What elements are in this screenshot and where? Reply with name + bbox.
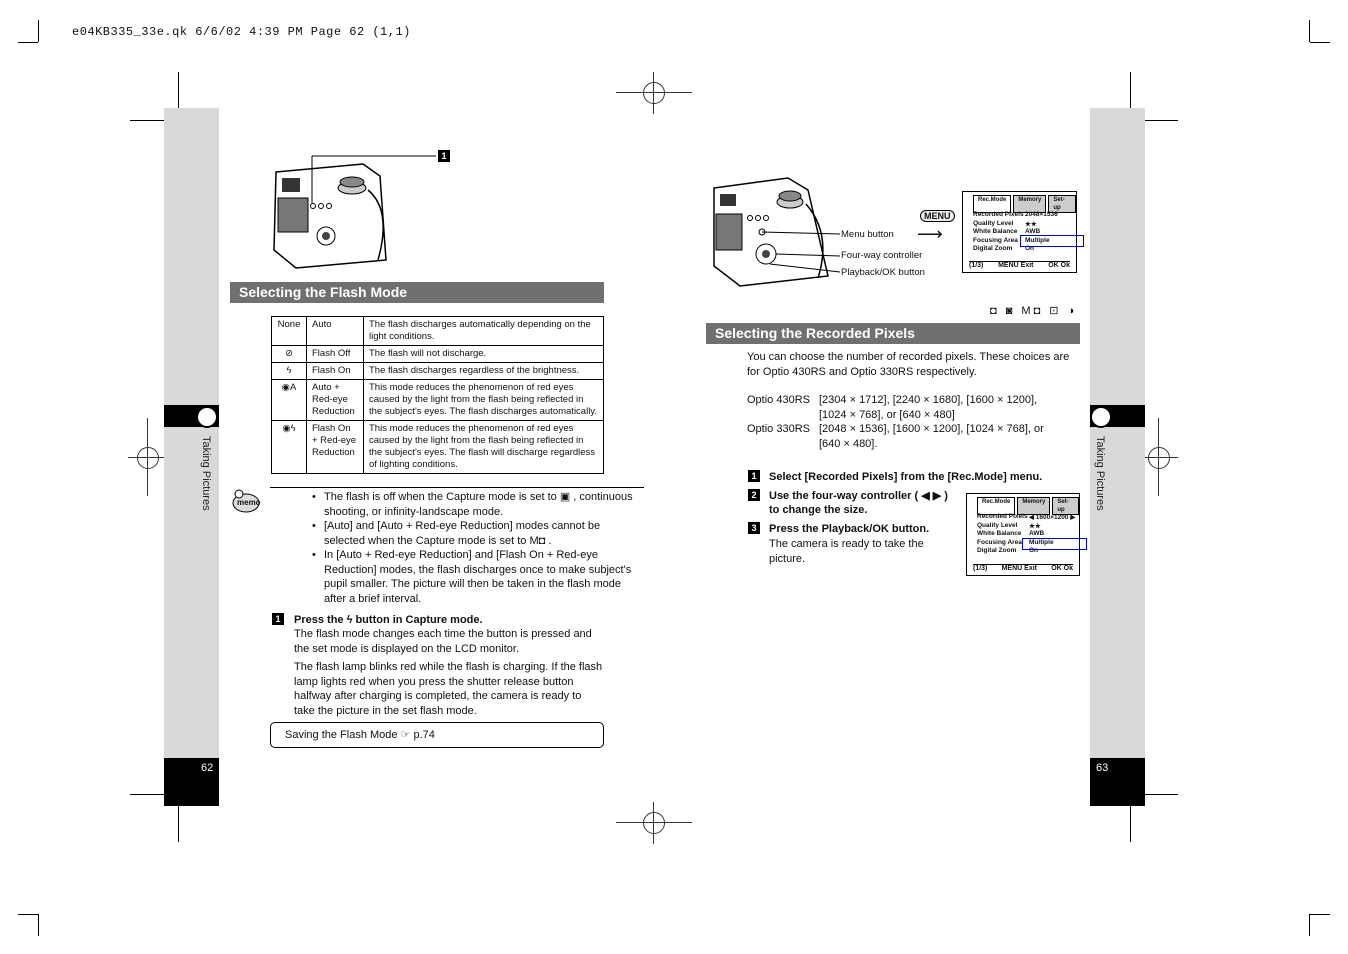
lcd-exit-hint: MENU Exit — [998, 262, 1034, 269]
model-name: Optio 430RS — [747, 394, 810, 406]
step-number: 3 — [748, 522, 760, 534]
flash-auto-icon: None — [272, 317, 307, 346]
right-side-label: Taking Pictures — [1094, 436, 1106, 511]
lcd-row-value: ◀ 1600×1200 ▶ — [1029, 514, 1076, 521]
step-number: 2 — [748, 489, 760, 501]
lcd-row-value: ★★ — [1029, 523, 1041, 530]
lcd-tab: Set-up — [1048, 195, 1076, 213]
four-way-controller-callout: Four-way controller — [841, 250, 923, 261]
red-eye-auto-icon: ◉A — [272, 380, 307, 421]
step-title: Press the Playback/OK button. — [769, 523, 930, 535]
menu-button-callout: Menu button — [841, 229, 894, 240]
figure-callout-left: 1 — [438, 150, 450, 162]
model-name: Optio 330RS — [747, 423, 810, 435]
lcd-page-indicator: (1/3) — [973, 565, 988, 572]
lcd-tab: Rec.Mode — [973, 195, 1011, 213]
intro-paragraph: You can choose the number of recorded pixels. These choices are for Optio 430RS and Optio 330RS respectively. — [747, 351, 1070, 378]
left-tab-circle — [196, 406, 218, 428]
menu-key-icon: MENU — [920, 210, 955, 222]
lcd-footer — [969, 261, 1070, 269]
file-slug: e04KB335_33e.qk 6/6/02 4:39 PM Page 62 (1,1) — [72, 25, 411, 39]
list-item: • [Auto] and [Auto + Red-eye Reduction] modes cannot be selected when the Capture mode is set to M◘ . — [310, 519, 644, 548]
flash-mode-table — [271, 316, 604, 474]
lcd-highlight — [1020, 235, 1084, 247]
right-page-number-block — [1090, 758, 1145, 806]
reference-box: Saving the Flash Mode ☞ p.74 — [270, 722, 604, 748]
flash-mode-description: This mode reduces the phenomenon of red eyes caused by the light from the flash being reflected in the subject's eyes. The flash discharges automatically. — [364, 380, 604, 421]
table-row — [272, 421, 604, 474]
lcd-row-value: 2048×1536 — [1025, 211, 1058, 218]
model-values: [2304 × 1712], [2240 × 1680], [1600 × 1200], [1024 × 768], or [640 × 480] — [819, 394, 1038, 421]
step-paragraph: The flash lamp blinks red while the flash is charging. If the flash lamp lights red when you press the shutter release button halfway after charging is completed, the camera is ready to take the picture in the set flash mode. — [294, 661, 603, 717]
table-row — [272, 317, 604, 346]
lcd-row-label: Digital Zoom — [977, 547, 1017, 554]
model-values: [2048 × 1536], [1600 × 1200], [1024 × 768], or [640 × 480]. — [819, 423, 1044, 450]
lcd-footer — [973, 564, 1073, 572]
lcd-row — [973, 211, 1073, 218]
lcd-menu-screen-2 — [966, 493, 1080, 576]
lcd-row-value: On — [1025, 245, 1035, 252]
left-side-band — [164, 108, 219, 758]
flash-mode-label: Flash Off — [307, 346, 364, 363]
left-page-number: 62 — [201, 762, 214, 774]
lcd-row-value: AWB — [1025, 228, 1041, 235]
step-title: Use the four-way controller ( ◀ ▶ ) to change the size. — [769, 490, 948, 516]
playback-ok-callout: Playback/OK button — [841, 267, 925, 278]
lcd-tab: Set-up — [1052, 497, 1079, 515]
camera-illustration-left — [268, 150, 458, 275]
lcd-menu-screen-1 — [962, 191, 1077, 273]
table-row — [272, 380, 604, 421]
right-page-number: 63 — [1096, 762, 1109, 774]
lcd-tab: Memory — [1013, 195, 1046, 213]
memo-label: memo — [237, 498, 261, 507]
step-number: 1 — [272, 613, 284, 625]
flash-on-icon: ϟ — [272, 363, 307, 380]
lcd-row-value: AWB — [1029, 530, 1045, 537]
flash-mode-description: The flash will not discharge. — [364, 346, 604, 363]
lcd-row — [973, 220, 1073, 228]
memo-list — [270, 487, 644, 606]
lcd-ok-hint: OK Ok — [1051, 565, 1073, 572]
step-paragraph: The camera is ready to take the picture. — [769, 538, 924, 565]
red-eye-flash-on-icon: ◉ϟ — [272, 421, 307, 474]
lcd-row — [973, 228, 1073, 235]
mode-icons: ◘ ◙ M◘ ⊡ ◑ — [990, 305, 1078, 317]
section-title-flash-mode: Selecting the Flash Mode — [230, 282, 604, 303]
table-row — [272, 363, 604, 380]
lcd-row-label: Recorded Pixels — [977, 513, 1028, 520]
flash-mode-description: This mode reduces the phenomenon of red eyes caused by the light from the flash being reflected in the subject's eyes. The flash will discharge regardless of lighting conditions. — [364, 421, 604, 474]
lcd-row-value: ★★ — [1025, 221, 1037, 228]
flash-mode-label: Flash On + Red-eye Reduction — [307, 421, 364, 474]
lcd-row-value: On — [1029, 547, 1039, 554]
lcd-row-label: Focusing Area — [977, 539, 1022, 546]
lcd-row-label: Recorded Pixels — [973, 211, 1024, 218]
table-row — [272, 346, 604, 363]
lcd-row-label: Quality Level — [973, 220, 1014, 227]
lcd-exit-hint: MENU Exit — [1001, 565, 1037, 572]
lcd-highlight — [1022, 538, 1087, 550]
lcd-row-value: Multiple — [1025, 237, 1050, 244]
lcd-row-label: White Balance — [973, 228, 1018, 235]
lcd-page-indicator: (1/3) — [969, 262, 984, 269]
lcd-row-label: Quality Level — [977, 522, 1018, 529]
flash-mode-label: Auto + Red-eye Reduction — [307, 380, 364, 421]
flash-mode-label: Flash On — [307, 363, 364, 380]
flash-off-icon: ⊘ — [272, 346, 307, 363]
lcd-row — [977, 522, 1077, 530]
lcd-row — [977, 513, 1077, 521]
list-item: • In [Auto + Red-eye Reduction] and [Flash On + Red-eye Reduction] modes, the flash discharges once to make subject's pupil smaller. The picture will then be taken in the flash mode after a brief interval. — [310, 548, 644, 606]
flash-mode-label: Auto — [307, 317, 364, 346]
arrow-right-icon: ⟶ — [917, 224, 943, 244]
list-item: • The flash is off when the Capture mode is set to ▣ , continuous shooting, or infinity-landscape mode. — [310, 490, 644, 519]
camera-illustration-right — [710, 174, 840, 292]
step-paragraph: The flash mode changes each time the button is pressed and the set mode is displayed on the LCD monitor. — [294, 628, 592, 655]
lcd-tab: Rec.Mode — [977, 497, 1015, 515]
section-title-recorded-pixels: Selecting the Recorded Pixels — [706, 323, 1080, 344]
left-page-number-block — [164, 758, 219, 806]
left-side-label: Taking Pictures — [200, 436, 212, 511]
flash-mode-description: The flash discharges automatically depending on the light conditions. — [364, 317, 604, 346]
lcd-ok-hint: OK Ok — [1048, 262, 1070, 269]
step-title: Press the ϟ button in Capture mode. — [294, 614, 483, 626]
lcd-row-label: Digital Zoom — [973, 245, 1013, 252]
right-side-band — [1090, 108, 1145, 758]
lcd-tab: Memory — [1017, 497, 1050, 515]
memo-icon — [232, 488, 260, 514]
right-tab-circle — [1090, 406, 1112, 428]
lcd-row — [977, 530, 1077, 537]
lcd-row-value: Multiple — [1029, 539, 1054, 546]
lcd-row-label: White Balance — [977, 530, 1022, 537]
step-number: 1 — [748, 470, 760, 482]
flash-mode-description: The flash discharges regardless of the brightness. — [364, 363, 604, 380]
step-title: Select [Recorded Pixels] from the [Rec.Mode] menu. — [769, 471, 1043, 483]
lcd-row-label: Focusing Area — [973, 237, 1018, 244]
